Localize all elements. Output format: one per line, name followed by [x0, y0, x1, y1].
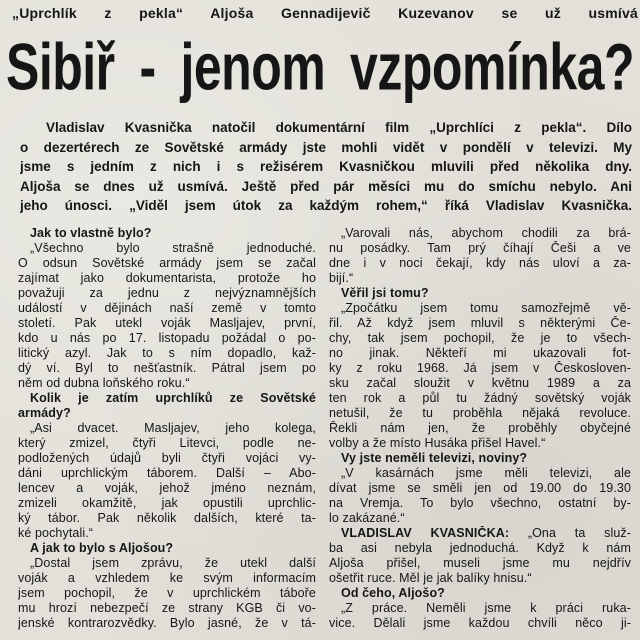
kicker-line: „Uprchlík z pekla“ Aljoša Gennadijevič Kuzevanov se už usmívá: [12, 5, 638, 21]
article-column-right: [329, 226, 631, 631]
text-line: chy, tak jsem pochopil, že je to všech-: [329, 331, 631, 345]
headline-block: [6, 30, 634, 104]
text-line: zajímat jako dokumentarista, protože ho: [18, 271, 316, 285]
text-line: litický azyl. Jak to s ním dopadlo, kaž-: [18, 346, 316, 360]
text-line: něm od dubna loňského roku.“: [18, 376, 190, 390]
text-line: volby a že místo Husáka přišel Havel.“: [329, 436, 546, 450]
text-line: podložených údajů byli čtyři vojáci vy-: [18, 451, 316, 465]
text-line: O odsun Sovětské armády jsem se začal: [18, 256, 316, 270]
text-line: „Varovali nás, abychom chodili za brá-: [341, 226, 631, 240]
text-line: ba asi nebyla jednoduchá. Když k nám: [329, 541, 631, 555]
text-line: který zmizel, čtyři Litevci, podle ne-: [18, 436, 316, 450]
text-line: dáni uprchlickým táborem. Další – Abo-: [18, 466, 316, 480]
text-line: jenské kontrarozvědky. Bylo jasné, že v tá-: [18, 616, 316, 630]
text-line: ký tábor. Pak několik dalších, které ta-: [18, 511, 316, 525]
text-line: „Asi dvacet. Masljajev, jeho kolega,: [30, 421, 316, 435]
speaker-quote: „Ona ta služ-: [509, 526, 631, 540]
text-line: bijí.“: [329, 271, 354, 285]
text-line: „Zpočátku jsem tomu samozřejmě vě-: [341, 301, 631, 315]
text-line: no jinak. Někteří mi ukazovali fot-: [329, 346, 631, 360]
lead-line: jsme s jedním z nich i s režisérem Kvasničkou mluvili před několika dny.: [20, 159, 632, 174]
text-line: jsem pochopil, že v uprchlickém táboře: [18, 586, 316, 600]
text-line: „V kasárnách jsme měli televizi, ale: [341, 466, 631, 480]
question-line: Od čeho, Aljošo?: [341, 586, 445, 600]
text-line: netušil, že tu proběhla nějaká revoluce.: [329, 406, 631, 420]
text-line: ten rok a půl tu žádný sovětský voják: [329, 391, 631, 405]
lead-line: Vladislav Kvasnička natočil dokumentární film „Uprchlíci z pekla“. Dílo: [46, 120, 632, 135]
text-line: Řekli nám jen, že proběhly obyčejné: [329, 421, 631, 435]
question-line: Jak to vlastně bylo?: [30, 226, 152, 240]
text-line: sku začal sloužit v květnu 1989 a za: [329, 376, 631, 390]
text-line: ké pochytali.“: [18, 526, 94, 540]
text-line: „Všechno bylo strašně jednoduché.: [30, 241, 316, 255]
article-column-left: [18, 226, 316, 631]
text-line: ošetřit ruce. Měl je jak balíky hnisu.“: [329, 571, 532, 585]
headline: Sibiř - jenom vzpomínka?: [6, 30, 634, 104]
text-line: Aljoša přišel, museli jsme mu nejdřív: [329, 556, 631, 570]
text-line: zmizeli okamžitě, jak opustili uprchlic-: [18, 496, 316, 510]
text-line: lo zakázané.“: [329, 511, 405, 525]
text-line: „Z práce. Neměli jsme k práci ruka-: [341, 601, 631, 615]
question-line: Kolik je zatím uprchlíků ze Sovětské: [30, 391, 316, 405]
text-line: „Dostal jsem zprávu, že utekl další: [30, 556, 316, 570]
text-line: dívat jsme se směli jen od 19.00 do 19.30: [329, 481, 631, 495]
lead-line: jeho únosci. „Viděl jsem útok za každým rohem,“ říká Vladislav Kvasnička.: [20, 198, 632, 213]
text-line: lencev a voják, jehož jméno neznám,: [18, 481, 316, 495]
text-line: nu posádky. Tam prý číhají Češi a ve: [329, 241, 631, 255]
question-line: Vy jste neměli televizi, noviny?: [341, 451, 528, 465]
text-line: vice. Dělali jsme každou chvíli něco ji-: [329, 616, 631, 630]
text-line: [329, 526, 631, 541]
text-line: ky z roku 1968. Já jsem v Českosloven-: [329, 361, 631, 375]
text-line: voják a vzhledem ke svým informacím: [18, 571, 316, 585]
text-line: dne i v noci čekají, kdy nás uloví a za-: [329, 256, 631, 270]
question-line: armády?: [18, 406, 71, 420]
text-line: řil. Až když jsem mluvil s některými Če-: [329, 316, 631, 330]
question-line: A jak to bylo s Aljošou?: [30, 541, 174, 555]
text-line: událostí v dějinách naší země v tomto: [18, 301, 316, 315]
speaker-name: VLADISLAV KVASNIČKA:: [341, 526, 510, 540]
lead-line: Aljoša se dnes už usmívá. Ještě před pár měsíci mu do smíchu nebylo. Ani: [20, 178, 632, 194]
question-line: Věřil jsi tomu?: [341, 286, 429, 300]
lead-paragraph: [20, 118, 632, 216]
lead-line: o dezertérech ze Sovětské armády jste mohli vidět v pondělí v televizi. My: [20, 139, 632, 155]
text-line: mu hrozí nebezpečí ze strany KGB či vo-: [18, 601, 316, 615]
text-line: kdo u nás po 17. listopadu požádal o po-: [18, 331, 316, 345]
text-line: dý ví. Byl to nešťastník. Pátral jsem po: [18, 361, 316, 375]
text-line: století. Pak utekl voják Masljajev, první,: [18, 316, 316, 330]
text-line: považuji za jednu z nejvýznamnějších: [18, 286, 316, 300]
text-line: na Vremja. To bylo všechno, ostatní by-: [329, 496, 631, 510]
